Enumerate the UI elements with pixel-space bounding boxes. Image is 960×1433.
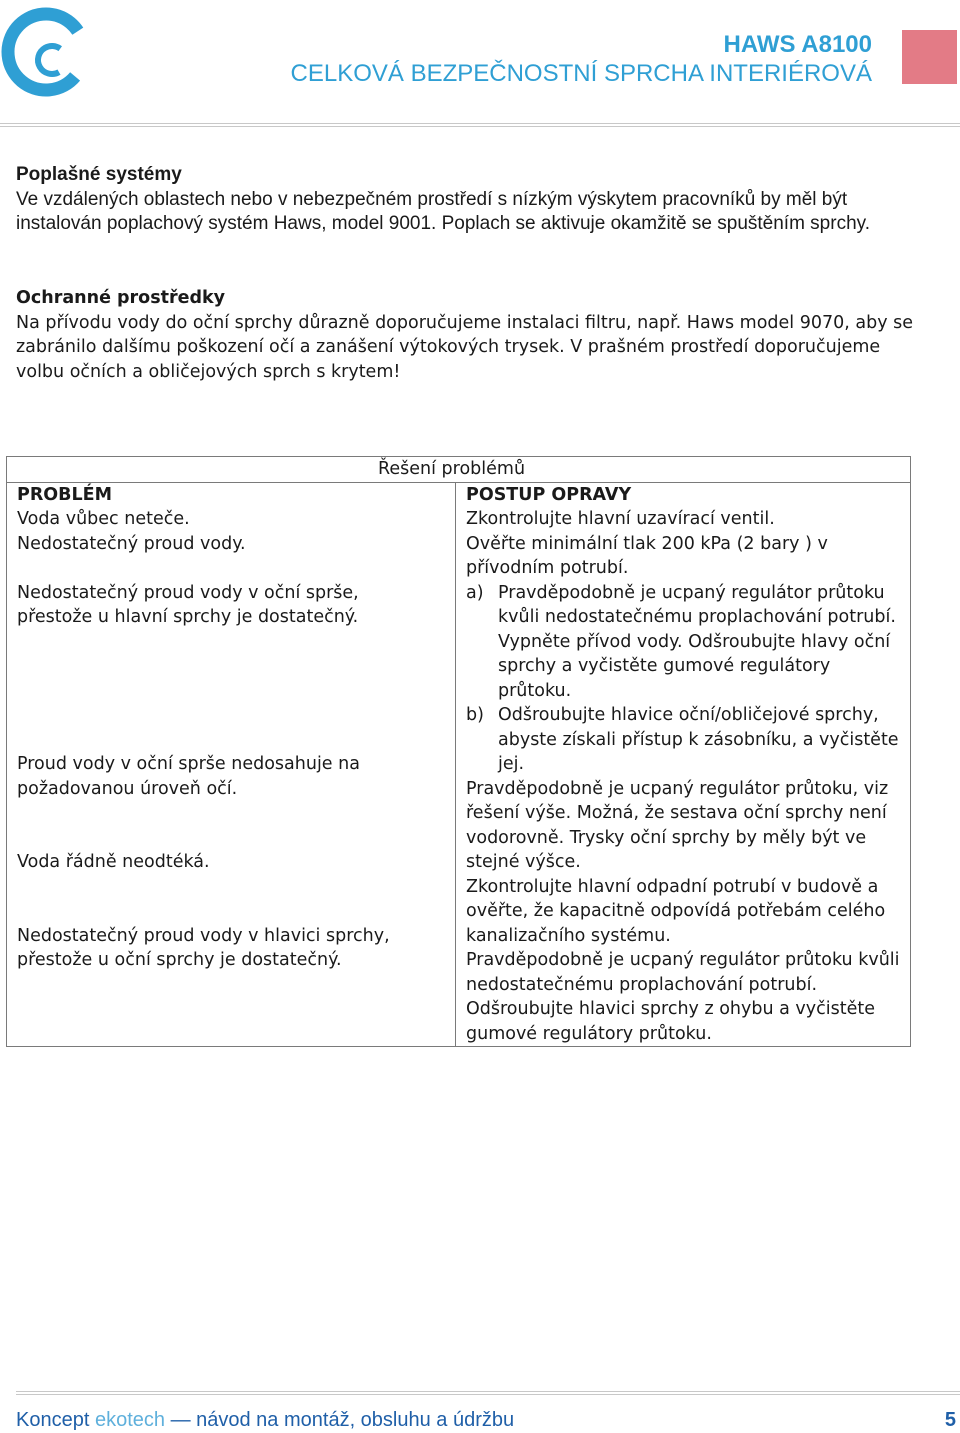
header-accent-block: [902, 30, 957, 84]
footer-text: Koncept ekotech — návod na montáž, obsluhu a údržbu: [16, 1409, 515, 1431]
footer-brand: ekotech: [94, 1409, 166, 1431]
page-number: 5: [944, 1409, 956, 1431]
fix-column: [456, 482, 911, 1047]
footer-divider: [16, 1391, 960, 1392]
problem-4: Proud vody v oční sprše nedosahuje na požadovanou úroveň očí.: [17, 754, 360, 799]
protective-section: [16, 286, 916, 384]
protective-heading: Ochranné prostředky: [16, 288, 226, 308]
product-model: HAWS A8100: [723, 31, 872, 58]
protective-text: Na přívodu vody do oční sprchy důrazně doporučujeme instalaci filtru, např. Haws model 9070, aby se zabránilo dalšímu poškození očí a zanášení výtokových trysek. V prašném prostředí doporučujeme volbu očních a obličejových sprch s krytem!: [16, 312, 914, 382]
footer-divider-2: [16, 1394, 960, 1395]
company-logo: [0, 2, 90, 102]
problem-5: Voda řádně neodtéká.: [17, 852, 210, 872]
problem-column-header: PROBLÉM: [17, 484, 113, 505]
problem-column: [7, 482, 456, 1047]
fix-2: Ověřte minimální tlak 200 kPa (2 bary ) v přívodním potrubí.: [466, 533, 828, 578]
fix-4: Pravděpodobně je ucpaný regulátor průtoku, viz řešení výše. Možná, že sestava oční sprchy není vodorovně. Trysky oční sprchy by měly být ve stejné výšce.: [466, 778, 889, 872]
fix-6: Pravděpodobně je ucpaný regulátor průtoku kvůli nedostatečnému proplachování potrubí. Odšroubujte hlavici sprchy z ohybu a vyčistěte gumové regulátory průtoku.: [466, 950, 900, 1044]
product-title: CELKOVÁ BEZPEČNOSTNÍ SPRCHA INTERIÉROVÁ: [290, 60, 872, 87]
troubleshooting-table: [6, 456, 911, 1047]
problem-3: Nedostatečný proud vody v oční sprše, přestože u hlavní sprchy je dostatečný.: [17, 582, 359, 627]
header-divider: [0, 123, 960, 124]
alarm-systems-section: [16, 163, 916, 237]
fix-3a: a) Pravděpodobně je ucpaný regulátor průtoku kvůli nedostatečnému proplachování potrubí. Vypněte přívod vody. Odšroubujte hlavy oční sprchy a vyčistěte gumové regulátory průtoku.: [466, 582, 896, 701]
alarm-systems-text: Ve vzdálených oblastech nebo v nebezpečném prostředí s nízkým výskytem pracovníků by měl být instalován poplachový systém Haws, model 9001. Poplach se aktivuje okamžitě se spuštěním sprchy.: [16, 188, 871, 234]
problem-2: Nedostatečný proud vody.: [17, 533, 246, 554]
fix-5: Zkontrolujte hlavní odpadní potrubí v budově a ověřte, že kapacitně odpovídá potřebám celého kanalizačního systému.: [466, 876, 886, 946]
troubleshooting-caption: Řešení problémů: [7, 457, 911, 483]
fix-1: Zkontrolujte hlavní uzavírací ventil.: [466, 509, 775, 529]
problem-1: Voda vůbec neteče.: [17, 509, 190, 529]
header-divider-2: [0, 126, 960, 127]
fix-3b: b) Odšroubujte hlavice oční/obličejové sprchy, abyste získali přístup k zásobníku, a vyčistěte jej.: [466, 705, 899, 774]
fix-column-header: POSTUP OPRAVY: [466, 484, 632, 505]
alarm-systems-heading: Poplašné systémy: [16, 164, 182, 185]
problem-6: Nedostatečný proud vody v hlavici sprchy, přestože u oční sprchy je dostatečný.: [17, 925, 390, 970]
fix-3-list: [466, 581, 904, 777]
